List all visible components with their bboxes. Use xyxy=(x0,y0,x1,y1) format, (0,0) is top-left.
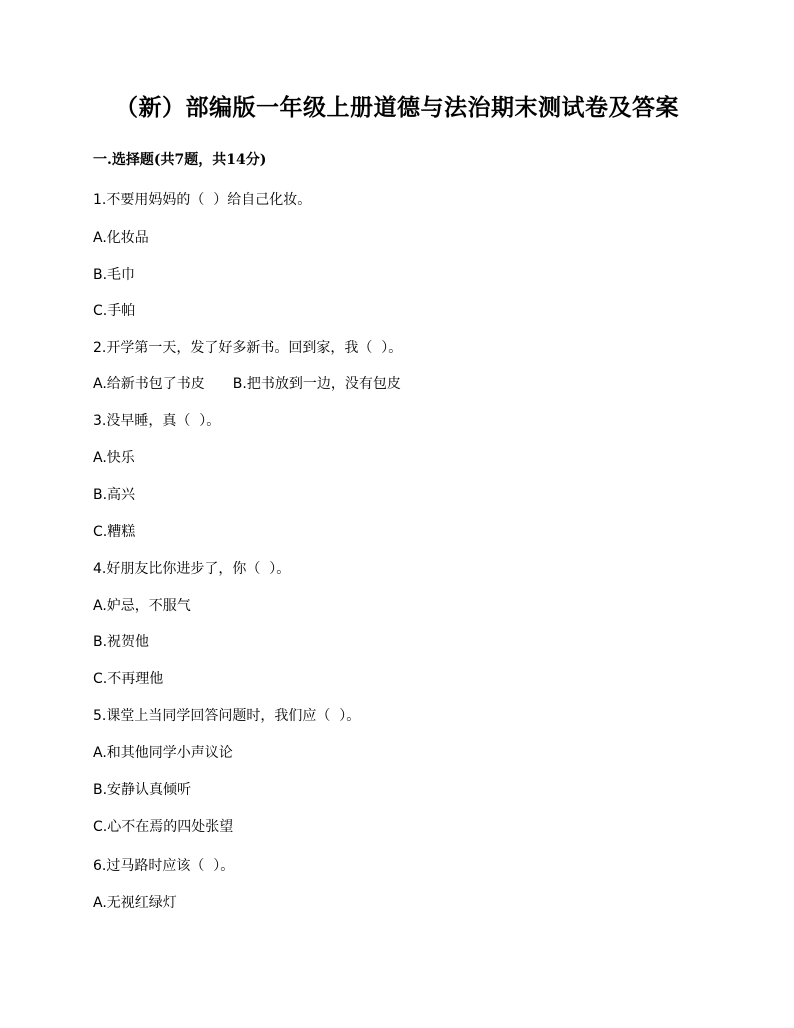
question-6-option-a: A.无视红绿灯 xyxy=(93,895,177,911)
question-1-option-c: C.手帕 xyxy=(93,303,136,319)
question-3-option-b: B.高兴 xyxy=(93,487,136,503)
question-2-stem: 2.开学第一天，发了好多新书。回到家，我（ ）。 xyxy=(93,340,403,356)
question-2-option-a: A.给新书包了书皮 xyxy=(93,376,205,392)
question-4-option-c: C.不再理他 xyxy=(93,671,164,687)
question-5-stem: 5.课堂上当同学回答问题时，我们应（ ）。 xyxy=(93,708,361,724)
question-5-option-b: B.安静认真倾听 xyxy=(93,782,192,798)
question-4-option-a: A.妒忌，不服气 xyxy=(93,598,191,614)
question-5-option-c: C.心不在焉的四处张望 xyxy=(93,819,234,835)
question-2-option-b: B.把书放到一边，没有包皮 xyxy=(232,376,401,392)
question-4-option-b: B.祝贺他 xyxy=(93,634,150,650)
question-5-option-a: A.和其他同学小声议论 xyxy=(93,745,233,761)
question-4-stem: 4.好朋友比你进步了，你（ ）。 xyxy=(93,561,291,577)
question-3-stem: 3.没早睡，真（ ）。 xyxy=(93,413,221,429)
section-heading: 一.选择题(共7题，共14分) xyxy=(93,152,267,168)
question-6-stem: 6.过马路时应该（ ）。 xyxy=(93,858,235,874)
question-1-stem: 1.不要用妈妈的（ ）给自己化妆。 xyxy=(93,192,312,208)
question-3-option-c: C.糟糕 xyxy=(93,524,136,540)
question-2-options-row xyxy=(93,374,401,394)
question-1-option-a: A.化妆品 xyxy=(93,230,149,246)
question-3-option-a: A.快乐 xyxy=(93,450,135,466)
document-title: （新）部编版一年级上册道德与法治期末测试卷及答案 xyxy=(115,94,679,121)
question-1-option-b: B.毛巾 xyxy=(93,267,136,283)
